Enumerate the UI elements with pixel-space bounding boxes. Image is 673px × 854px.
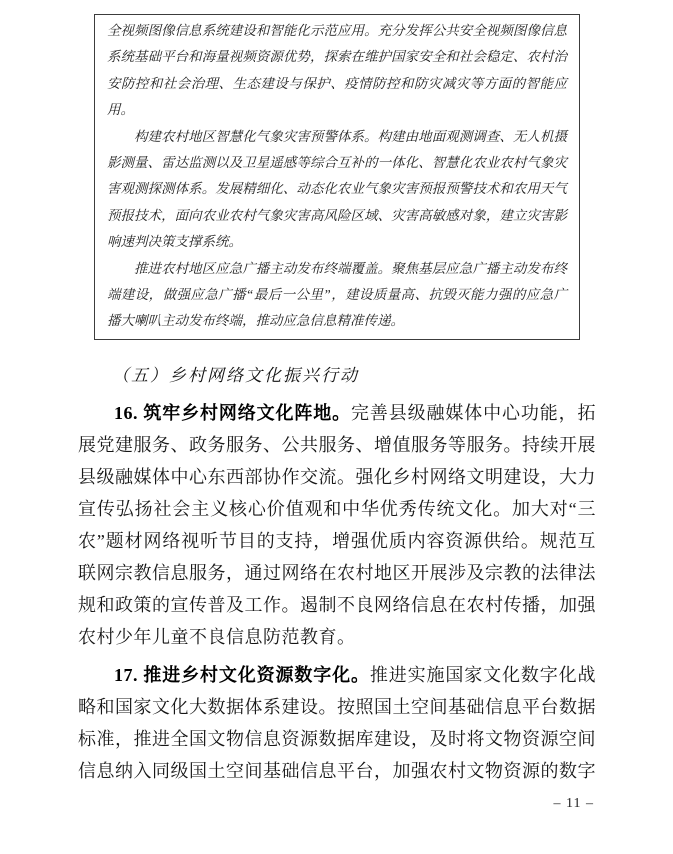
document-body <box>0 361 673 787</box>
paragraph-16-text: 完善县级融媒体中心功能，拓展党建服务、政务服务、公共服务、增值服务等服务。持续开展县级融媒体中心东西部协作交流。强化乡村网络文明建设，大力宣传弘扬社会主义核心价值观和中华优秀传统文化。加大对“三农”题材网络视听节目的支持，增强优质内容资源供给。规范互联网宗教信息服务，通过网络在农村地区开展涉及宗教的法律法规和政策的宣传普及工作。遏制不良网络信息在农村传播，加强农村少年儿童不良信息防范教育。 <box>78 402 596 647</box>
page-number: – 11 – <box>553 796 594 811</box>
paragraph-17-lead: 17. 推进乡村文化资源数字化。 <box>114 664 370 685</box>
paragraph-16-lead: 16. 筑牢乡村网络文化阵地。 <box>114 402 351 423</box>
callout-paragraph-3: 推进农村地区应急广播主动发布终端覆盖。聚焦基层应急广播主动发布终端建设，做强应急广播“最后一公里”，建设质量高、抗毁灭能力强的应急广播大喇叭主动发布终端，推动应急信息精准传递。 <box>107 260 567 329</box>
paragraph-17-text: 推进实施国家文化数字化战略和国家文化大数据体系建设。按照国土空间基础信息平台数据标准，推进全国文物信息资源数据库建设，及时将文物资源空间信息纳入同级国土空间基础信息平台，加强农村文物资源的数字 <box>78 664 596 781</box>
callout-box <box>94 14 580 340</box>
callout-paragraph-1: 全视频图像信息系统建设和智能化示范应用。充分发挥公共安全视频图像信息系统基础平台和海量视频资源优势，探索在维护国家安全和社会稳定、农村治安防控和社会治理、生态建设与保护、疫情防控和防灾减灾等方面的智能应用。 <box>107 23 567 118</box>
body-paragraph-16 <box>78 397 596 653</box>
section-heading: （五）乡村网络文化振兴行动 <box>112 365 359 385</box>
body-paragraph-17 <box>78 659 596 787</box>
callout-paragraph-2: 构建农村地区智慧化气象灾害预警体系。构建由地面观测调查、无人机摄影测量、雷达监测以及卫星遥感等综合互补的一体化、智慧化农业农村气象灾害观测探测体系。发展精细化、动态化农业气象灾害预报预警技术和农用天气预报技术，面向农业农村气象灾害高风险区域、灾害高敏感对象，建立灾害影响速判决策支撑系统。 <box>107 128 567 250</box>
